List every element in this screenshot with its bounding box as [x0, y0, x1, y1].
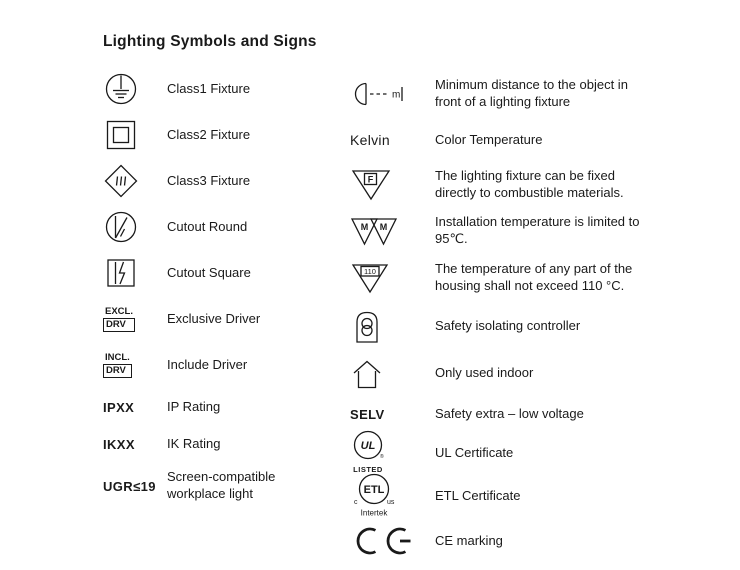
symbol-cell [350, 430, 435, 476]
symbol-label: Minimum distance to the object in front of a lighting fixture [435, 77, 628, 109]
etl-certificate-icon [350, 473, 398, 519]
driver-symbol-top: EXCL. [105, 306, 133, 318]
row-etl-certificate [350, 474, 655, 518]
m-mark-text-2: M [379, 222, 388, 232]
m-mark-text-1: M [360, 222, 369, 232]
class1-fixture-icon [103, 71, 139, 107]
symbol-label: The lighting fixture can be fixed directly to combustible materials. [435, 168, 624, 200]
row-safety-isolating-controller [350, 302, 655, 351]
cutout-round-icon [103, 209, 139, 245]
symbol-cell [103, 163, 167, 199]
symbol-cell [350, 309, 435, 345]
symbol-label: The temperature of any part of the housing shall not exceed 110 °C. [435, 261, 633, 293]
minimum-distance-icon [350, 81, 408, 107]
symbol-cell [103, 255, 167, 291]
row-kelvin [350, 118, 655, 162]
symbol-label: Exclusive Driver [167, 310, 261, 326]
symbol-label: ETL Certificate [435, 487, 521, 503]
safety-isolating-controller-icon [350, 309, 384, 345]
row-exclusive-driver [103, 296, 353, 342]
symbol-cell [103, 209, 167, 245]
symbol-cell [350, 525, 435, 557]
ugr-symbol: UGR≤19 [103, 478, 156, 494]
exclusive-driver-icon [103, 306, 135, 332]
class2-fixture-icon [103, 117, 139, 153]
class3-fixture-icon [103, 163, 139, 199]
etl-intertek-text: Intertek [360, 508, 388, 518]
symbol-cell [350, 473, 435, 519]
cutout-square-icon [103, 255, 139, 291]
symbol-cell [103, 437, 167, 452]
symbol-label: Cutout Square [167, 264, 251, 280]
symbol-label: IK Rating [167, 435, 221, 451]
symbol-cell [103, 117, 167, 153]
symbol-label: Color Temperature [435, 131, 543, 147]
symbol-label: Installation temperature is limited to 95℃. [435, 214, 640, 246]
row-minimum-distance [350, 70, 655, 118]
symbol-label: Only used indoor [435, 365, 534, 381]
f-mark-text: F [367, 174, 374, 185]
ip-rating-symbol: IPXX [103, 399, 135, 415]
symbol-cell [103, 306, 167, 332]
symbol-cell [350, 168, 435, 202]
row-cutout-square [103, 250, 353, 296]
row-ugr [103, 462, 353, 510]
symbol-cell [103, 71, 167, 107]
symbol-label: Screen-compatible workplace light [167, 469, 276, 501]
symbol-cell [350, 358, 435, 390]
indoor-use-icon [350, 358, 384, 390]
row-selv [350, 396, 655, 432]
symbol-label: CE marking [435, 532, 503, 548]
symbol-cell [350, 407, 435, 422]
symbol-cell [350, 132, 435, 148]
row-ik-rating [103, 426, 353, 462]
symbol-label: Include Driver [167, 356, 248, 372]
include-driver-icon [103, 352, 132, 378]
max-housing-temperature-icon [350, 262, 390, 294]
symbol-label: Cutout Round [167, 218, 248, 234]
etl-c-text: c [354, 499, 358, 506]
symbol-cell [350, 215, 435, 247]
symbol-cell [103, 352, 167, 378]
right-column [350, 70, 655, 564]
distance-unit-text: m [392, 89, 401, 101]
page-title: Lighting Symbols and Signs [103, 33, 317, 50]
symbol-label: Safety isolating controller [435, 318, 581, 334]
left-column [103, 66, 353, 510]
driver-symbol-bottom: DRV [103, 318, 135, 332]
symbol-cell [103, 400, 167, 415]
ul-certificate-icon [350, 430, 386, 476]
symbol-label: Class3 Fixture [167, 172, 251, 188]
row-ul-certificate [350, 432, 655, 474]
symbol-label: Class2 Fixture [167, 126, 251, 142]
row-class1-fixture [103, 66, 353, 112]
symbol-label: IP Rating [167, 398, 221, 414]
symbol-label: Class1 Fixture [167, 80, 251, 96]
registered-mark: ® [380, 454, 384, 460]
etl-mark-text: ETL [363, 484, 385, 496]
row-ip-rating [103, 388, 353, 426]
ce-marking-icon [350, 525, 416, 557]
temperature-limit-icon [350, 215, 398, 247]
row-indoor-use [350, 351, 655, 396]
ul-listed-text: LISTED [353, 465, 383, 474]
combustible-surface-icon [350, 168, 392, 202]
row-ce-marking [350, 518, 655, 564]
row-class3-fixture [103, 158, 353, 204]
row-temperature-limit [350, 208, 655, 254]
etl-us-text: us [387, 499, 395, 506]
temperature-mark-text: 110 [364, 267, 376, 276]
ik-rating-symbol: IKXX [103, 436, 135, 452]
symbol-label: UL Certificate [435, 444, 514, 460]
symbol-label: Safety extra – low voltage [435, 405, 584, 421]
driver-symbol-bottom: DRV [103, 364, 132, 378]
driver-symbol-top: INCL. [105, 352, 130, 364]
kelvin-symbol: Kelvin [350, 132, 390, 148]
row-max-housing-temperature [350, 254, 655, 302]
symbol-cell [350, 262, 435, 294]
row-cutout-round [103, 204, 353, 250]
symbol-cell [103, 479, 167, 494]
row-class2-fixture [103, 112, 353, 158]
symbol-cell [350, 81, 435, 107]
row-include-driver [103, 342, 353, 388]
row-combustible-surface [350, 162, 655, 208]
ul-mark-text: UL [360, 440, 376, 452]
selv-symbol: SELV [350, 406, 385, 422]
